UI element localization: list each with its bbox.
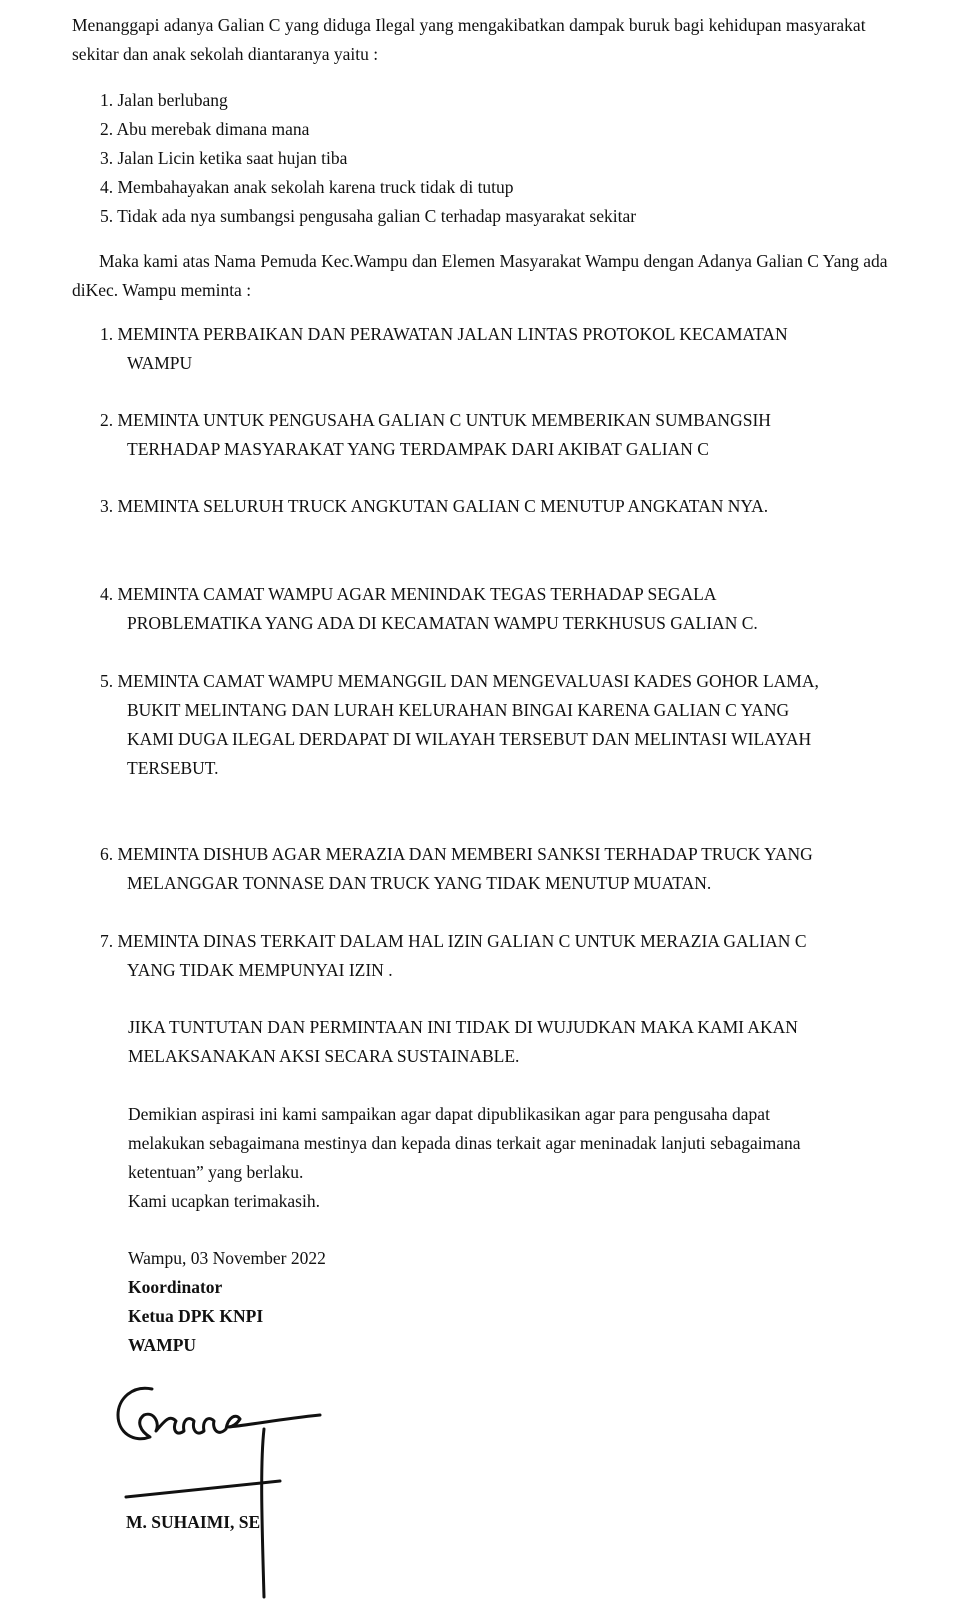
- demand-line: WAMPU: [127, 353, 193, 373]
- demand-line: 6. MEMINTA DISHUB AGAR MERAZIA DAN MEMBERI SANKSI TERHADAP TRUCK YANG: [100, 844, 813, 864]
- demand-line: 5. MEMINTA CAMAT WAMPU MEMANGGIL DAN MENGEVALUASI KADES GOHOR LAMA,: [100, 671, 819, 691]
- signatory-role: [128, 1273, 888, 1360]
- warning-line: JIKA TUNTUTAN DAN PERMINTAAN INI TIDAK DI WUJUDKAN MAKA KAMI AKAN: [128, 1017, 798, 1037]
- impact-list: [100, 86, 636, 231]
- impact-item: 1. Jalan berlubang: [100, 90, 228, 110]
- demand-item-1: [100, 320, 900, 378]
- demand-line: KAMI DUGA ILEGAL DERDAPAT DI WILAYAH TERSEBUT DAN MELINTASI WILAYAH: [127, 729, 812, 749]
- demand-line: 4. MEMINTA CAMAT WAMPU AGAR MENINDAK TEGAS TERHADAP SEGALA: [100, 584, 717, 604]
- impact-item: 5. Tidak ada nya sumbangsi pengusaha galian C terhadap masyarakat sekitar: [100, 206, 637, 226]
- demand-line: PROBLEMATIKA YANG ADA DI KECAMATAN WAMPU TERKHUSUS GALIAN C.: [127, 613, 758, 633]
- demand-line: 7. MEMINTA DINAS TERKAIT DALAM HAL IZIN GALIAN C UNTUK MERAZIA GALIAN C: [100, 931, 807, 951]
- closing-paragraph: [128, 1100, 888, 1216]
- role-line: Ketua DPK KNPI: [128, 1306, 264, 1326]
- place-date: Wampu, 03 November 2022: [128, 1248, 326, 1268]
- demand-line: BUKIT MELINTANG DAN LURAH KELURAHAN BINGAI KARENA GALIAN C YANG: [127, 700, 790, 720]
- role-line: WAMPU: [128, 1335, 197, 1355]
- demand-item-7: [100, 927, 900, 985]
- demand-item-6: [100, 840, 900, 898]
- warning-line: MELAKSANAKAN AKSI SECARA SUSTAINABLE.: [128, 1046, 520, 1066]
- demand-line: TERHADAP MASYARAKAT YANG TERDAMPAK DARI AKIBAT GALIAN C: [127, 439, 709, 459]
- impact-item: 3. Jalan Licin ketika saat hujan tiba: [100, 148, 348, 168]
- demand-item-2: [100, 406, 900, 464]
- impact-item: 4. Membahayakan anak sekolah karena truck tidak di tutup: [100, 177, 514, 197]
- demand-item-3: [100, 492, 900, 521]
- impact-item: 2. Abu merebak dimana mana: [100, 119, 310, 139]
- closing-line: ketentuan” yang berlaku.: [128, 1162, 304, 1182]
- demand-line: 1. MEMINTA PERBAIKAN DAN PERAWATAN JALAN LINTAS PROTOKOL KECAMATAN: [100, 324, 788, 344]
- demand-line: 2. MEMINTA UNTUK PENGUSAHA GALIAN C UNTUK MEMBERIKAN SUMBANGSIH: [100, 410, 771, 430]
- intro-paragraph: Menanggapi adanya Galian C yang diduga Ilegal yang mengakibatkan dampak buruk bagi kehidupan masyarakat sekitar dan anak sekolah diantaranya yaitu :: [72, 15, 866, 64]
- demand-item-4: [100, 580, 900, 638]
- demand-line: MELANGGAR TONNASE DAN TRUCK YANG TIDAK MENUTUP MUATAN.: [127, 873, 712, 893]
- demand-item-5: [100, 667, 900, 783]
- closing-line: Demikian aspirasi ini kami sampaikan agar dapat dipublikasikan agar para pengusaha dapat: [128, 1104, 770, 1124]
- warning-paragraph: [128, 1013, 888, 1071]
- request-intro-paragraph: Maka kami atas Nama Pemuda Kec.Wampu dan Elemen Masyarakat Wampu dengan Adanya Galian C Yang ada diKec. Wampu meminta :: [72, 251, 888, 300]
- closing-line: Kami ucapkan terimakasih.: [128, 1191, 320, 1211]
- closing-line: melakukan sebagaimana mestinya dan kepada dinas terkait agar meninadak lanjuti sebagaimana: [128, 1133, 801, 1153]
- signer-name: M. SUHAIMI, SE: [126, 1512, 261, 1532]
- demand-line: YANG TIDAK MEMPUNYAI IZIN .: [127, 960, 393, 980]
- handwritten-signature: [110, 1385, 350, 1600]
- role-line: Koordinator: [128, 1277, 223, 1297]
- demand-line: 3. MEMINTA SELURUH TRUCK ANGKUTAN GALIAN C MENUTUP ANGKATAN NYA.: [100, 496, 769, 516]
- demand-line: TERSEBUT.: [127, 758, 219, 778]
